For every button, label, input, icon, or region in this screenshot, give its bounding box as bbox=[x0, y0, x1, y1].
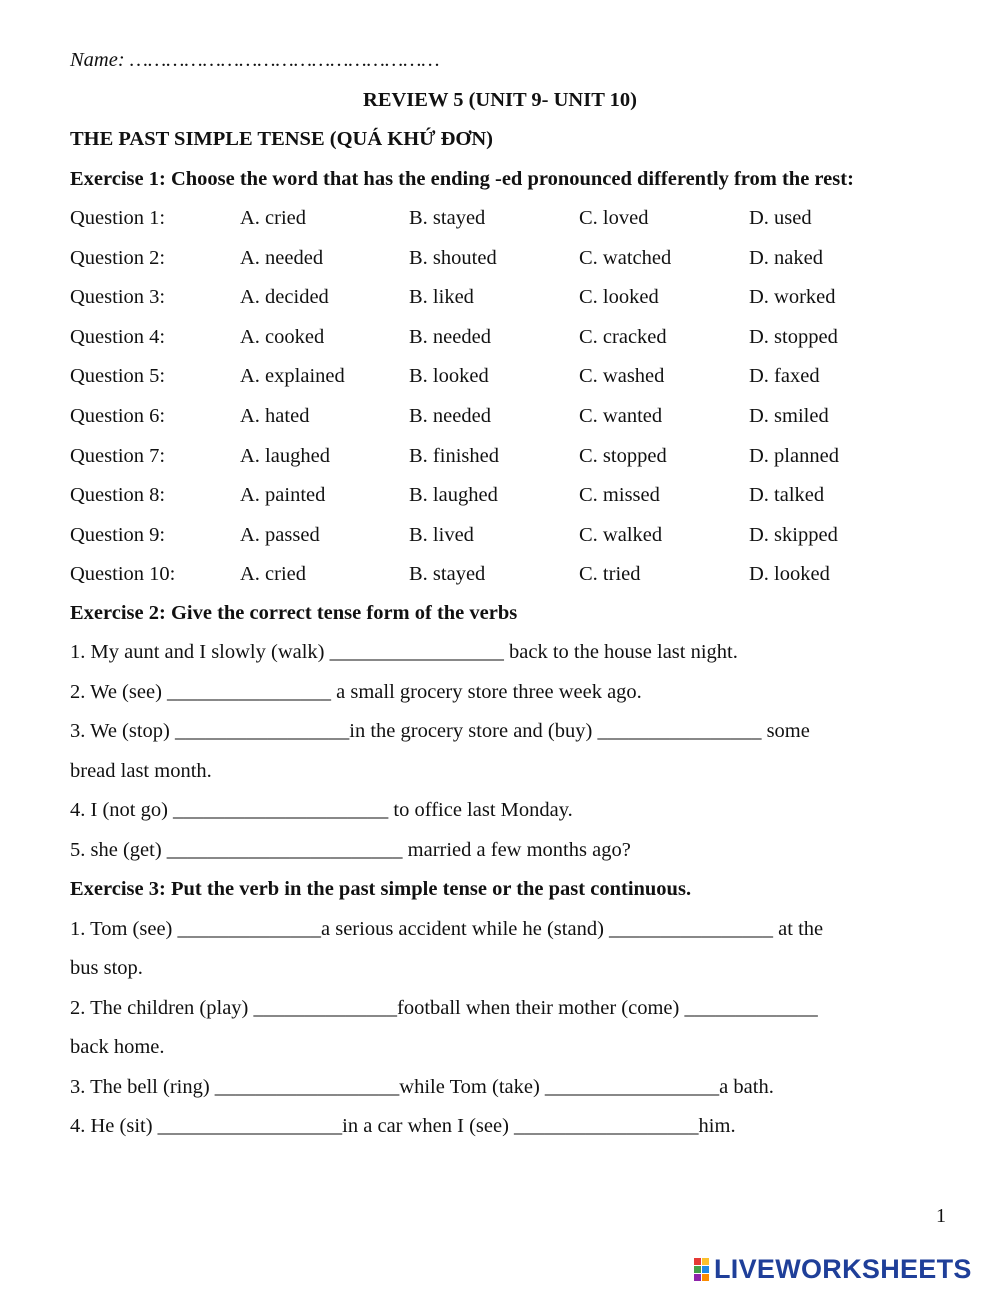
question-label: Question 9: bbox=[70, 524, 166, 546]
liveworksheets-logo-icon bbox=[694, 1258, 709, 1281]
logo-square bbox=[694, 1274, 701, 1281]
exercise-3-item: 4. He (sit) __________________in a car when I (see) __________________him. bbox=[70, 1115, 736, 1137]
exercise-2-item: 3. We (stop) _________________in the grocery store and (buy) ________________ some bbox=[70, 720, 810, 742]
logo-square bbox=[702, 1258, 709, 1265]
question-label: Question 7: bbox=[70, 445, 166, 467]
option-d: D. stopped bbox=[749, 326, 838, 348]
option-c: C. looked bbox=[579, 286, 659, 308]
logo-square bbox=[694, 1258, 701, 1265]
option-a: A. painted bbox=[240, 484, 326, 506]
name-field-line: Name: …………………………………………… bbox=[70, 49, 440, 71]
option-b: B. laughed bbox=[409, 484, 498, 506]
option-b: B. needed bbox=[409, 326, 491, 348]
option-d: D. faxed bbox=[749, 365, 820, 387]
question-label: Question 8: bbox=[70, 484, 166, 506]
option-d: D. worked bbox=[749, 286, 836, 308]
exercise-3-item-continued: bus stop. bbox=[70, 957, 143, 979]
option-b: B. liked bbox=[409, 286, 474, 308]
option-d: D. used bbox=[749, 207, 812, 229]
option-c: C. missed bbox=[579, 484, 660, 506]
option-a: A. decided bbox=[240, 286, 329, 308]
logo-square bbox=[702, 1274, 709, 1281]
exercise-2-heading: Exercise 2: Give the correct tense form of the verbs bbox=[70, 602, 518, 624]
question-row bbox=[70, 402, 950, 430]
option-c: C. tried bbox=[579, 563, 641, 585]
exercise-3-heading: Exercise 3: Put the verb in the past simple tense or the past continuous. bbox=[70, 878, 692, 900]
option-a: A. explained bbox=[240, 365, 345, 387]
question-row bbox=[70, 204, 950, 232]
exercise-2-item: 5. she (get) _______________________ married a few months ago? bbox=[70, 839, 631, 861]
question-row bbox=[70, 521, 950, 549]
question-label: Question 5: bbox=[70, 365, 166, 387]
option-c: C. watched bbox=[579, 247, 672, 269]
section-subtitle: THE PAST SIMPLE TENSE (QUÁ KHỨ ĐƠN) bbox=[70, 128, 493, 150]
question-row bbox=[70, 560, 950, 588]
option-c: C. walked bbox=[579, 524, 663, 546]
question-label: Question 1: bbox=[70, 207, 166, 229]
exercise-1-heading: Exercise 1: Choose the word that has the ending -ed pronounced differently from the rest: bbox=[70, 168, 854, 190]
exercise-3-item: 2. The children (play) ______________football when their mother (come) _____________ bbox=[70, 997, 818, 1019]
question-label: Question 4: bbox=[70, 326, 166, 348]
option-b: B. lived bbox=[409, 524, 474, 546]
page-number: 1 bbox=[936, 1205, 946, 1227]
option-c: C. washed bbox=[579, 365, 665, 387]
option-a: A. cooked bbox=[240, 326, 325, 348]
question-row bbox=[70, 283, 950, 311]
option-c: C. loved bbox=[579, 207, 649, 229]
page-title: REVIEW 5 (UNIT 9- UNIT 10) bbox=[363, 89, 637, 111]
question-row bbox=[70, 323, 950, 351]
exercise-2-item: 4. I (not go) _____________________ to office last Monday. bbox=[70, 799, 573, 821]
option-b: B. shouted bbox=[409, 247, 497, 269]
option-b: B. stayed bbox=[409, 207, 486, 229]
option-d: D. looked bbox=[749, 563, 830, 585]
option-b: B. needed bbox=[409, 405, 491, 427]
option-b: B. finished bbox=[409, 445, 499, 467]
option-d: D. talked bbox=[749, 484, 825, 506]
exercise-3-item: 3. The bell (ring) __________________while Tom (take) _________________a bath. bbox=[70, 1076, 774, 1098]
logo-text: LIVEWORKSHEETS bbox=[714, 1253, 972, 1284]
option-d: D. planned bbox=[749, 445, 839, 467]
question-label: Question 2: bbox=[70, 247, 166, 269]
option-c: C. cracked bbox=[579, 326, 667, 348]
question-row bbox=[70, 481, 950, 509]
option-d: D. skipped bbox=[749, 524, 838, 546]
option-a: A. passed bbox=[240, 524, 320, 546]
question-label: Question 10: bbox=[70, 563, 176, 585]
logo-square bbox=[694, 1266, 701, 1273]
exercise-2-item-continued: bread last month. bbox=[70, 760, 212, 782]
option-c: C. stopped bbox=[579, 445, 667, 467]
liveworksheets-logo bbox=[694, 1254, 972, 1284]
logo-square bbox=[702, 1266, 709, 1273]
option-b: B. looked bbox=[409, 365, 489, 387]
question-row bbox=[70, 244, 950, 272]
exercise-2-item: 1. My aunt and I slowly (walk) _________________ back to the house last night. bbox=[70, 641, 738, 663]
question-label: Question 6: bbox=[70, 405, 166, 427]
option-a: A. cried bbox=[240, 207, 307, 229]
option-a: A. cried bbox=[240, 563, 307, 585]
exercise-3-item-continued: back home. bbox=[70, 1036, 165, 1058]
option-d: D. smiled bbox=[749, 405, 829, 427]
option-d: D. naked bbox=[749, 247, 824, 269]
question-label: Question 3: bbox=[70, 286, 166, 308]
option-a: A. laughed bbox=[240, 445, 330, 467]
question-row bbox=[70, 362, 950, 390]
question-row bbox=[70, 442, 950, 470]
option-c: C. wanted bbox=[579, 405, 663, 427]
option-a: A. needed bbox=[240, 247, 324, 269]
option-a: A. hated bbox=[240, 405, 310, 427]
option-b: B. stayed bbox=[409, 563, 486, 585]
exercise-2-item: 2. We (see) ________________ a small grocery store three week ago. bbox=[70, 681, 642, 703]
exercise-3-item: 1. Tom (see) ______________a serious accident while he (stand) ________________ at the bbox=[70, 918, 824, 940]
